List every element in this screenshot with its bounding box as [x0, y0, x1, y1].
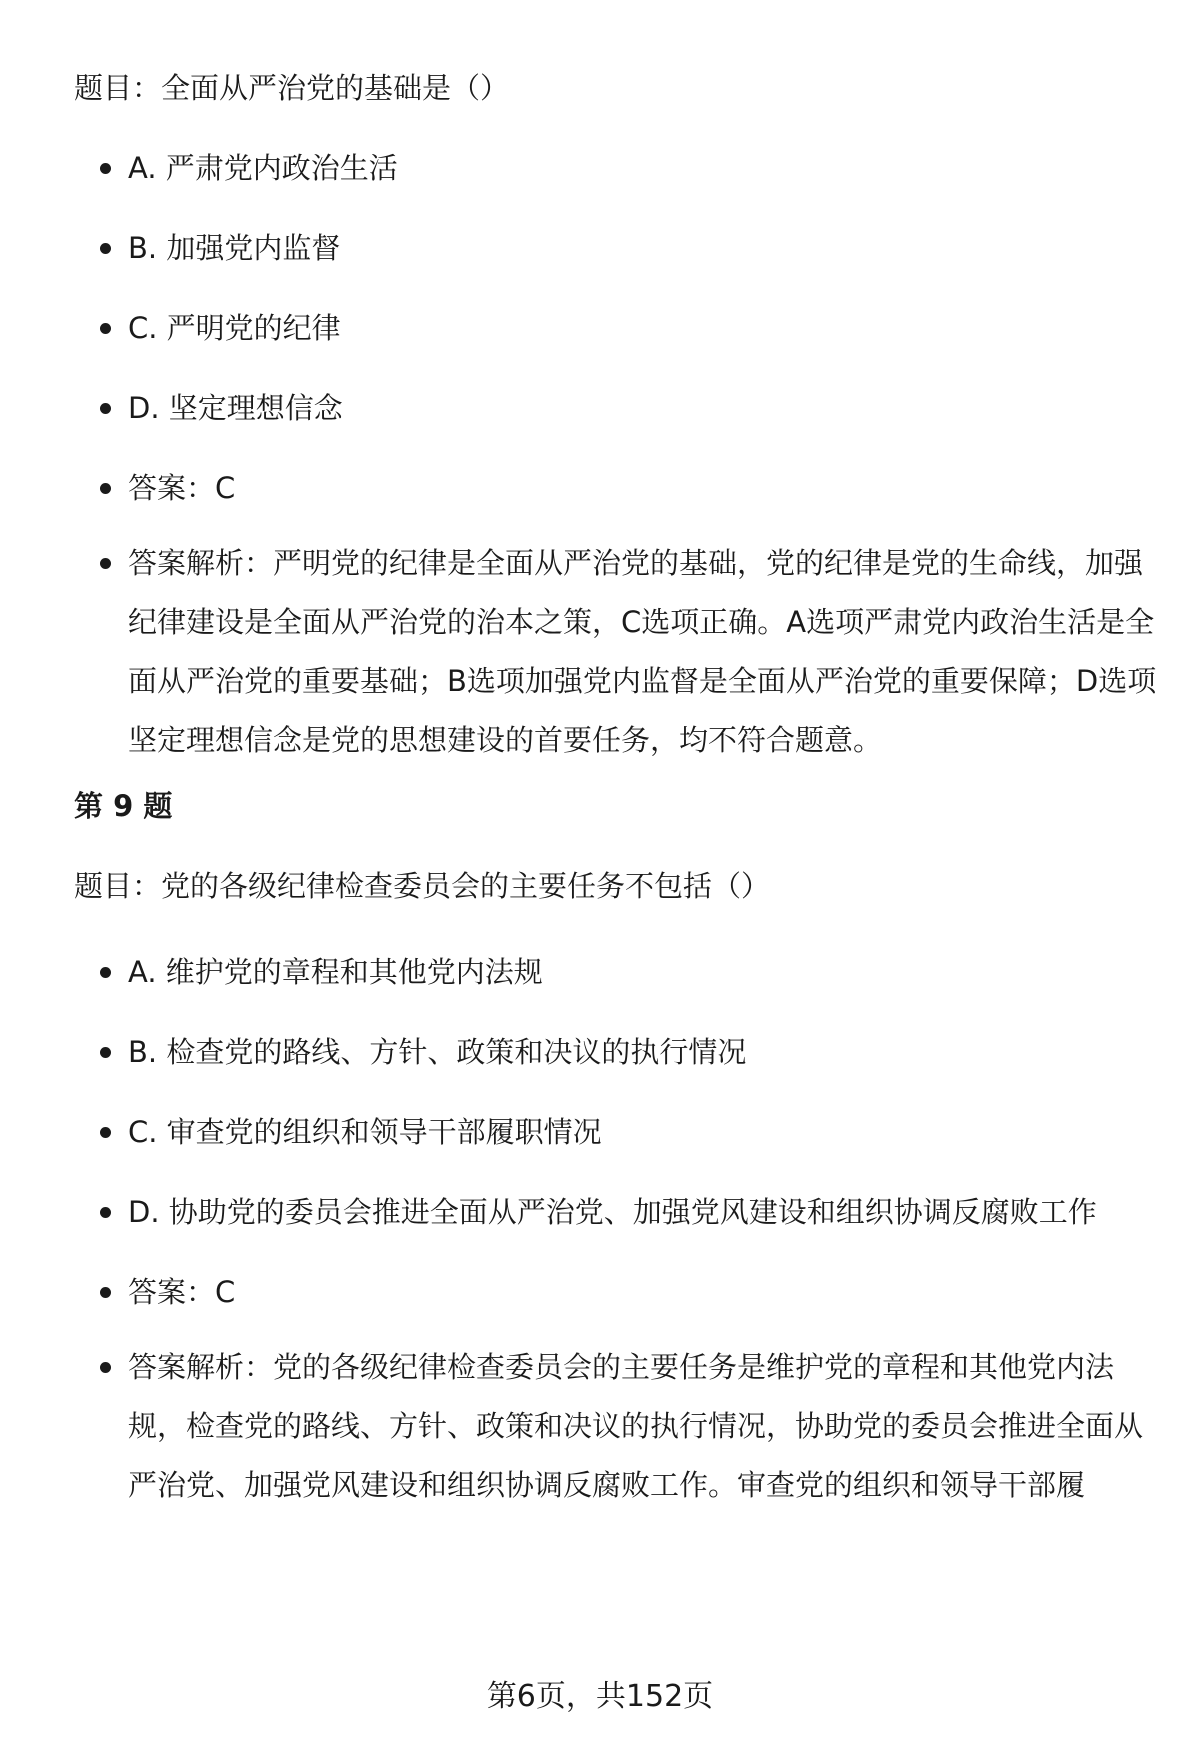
q8-option-a: A. 严肃党内政治生活	[128, 148, 1158, 188]
question-8-text: 题目：全面从严治党的基础是（）	[74, 71, 510, 105]
q9-option-d: D. 协助党的委员会推进全面从严治党、加强党风建设和组织协调反腐败工作	[128, 1192, 1158, 1232]
q8-option-d: D. 坚定理想信念	[128, 388, 1158, 428]
question-9-text: 题目：党的各级纪律检查委员会的主要任务不包括（）	[74, 869, 771, 903]
q9-option-a: A. 维护党的章程和其他党内法规	[128, 952, 1158, 992]
q8-analysis: 答案解析：严明党的纪律是全面从严治党的基础，党的纪律是党的生命线，加强纪律建设是全面从严治党的治本之策，C选项正确。A选项严肃党内政治生活是全面从严治党的重要基础；B选项加强党内监督是全面从严治党的重要保障；D选项坚定理想信念是党的思想建设的首要任务，均不符合题意。	[128, 534, 1158, 770]
question-9-heading: 第 9 题	[74, 789, 173, 823]
q9-answer: 答案：C	[128, 1272, 1158, 1312]
q8-option-c: C. 严明党的纪律	[128, 308, 1158, 348]
page-number: 第6页，共152页	[486, 1679, 714, 1714]
q9-option-c: C. 审查党的组织和领导干部履职情况	[128, 1112, 1158, 1152]
q9-analysis: 答案解析：党的各级纪律检查委员会的主要任务是维护党的章程和其他党内法规，检查党的路线、方针、政策和决议的执行情况，协助党的委员会推进全面从严治党、加强党风建设和组织协调反腐败工作。审查党的组织和领导干部履	[128, 1338, 1158, 1515]
q8-answer: 答案：C	[128, 468, 1158, 508]
q8-option-b: B. 加强党内监督	[128, 228, 1158, 268]
q9-option-b: B. 检查党的路线、方针、政策和决议的执行情况	[128, 1032, 1158, 1072]
